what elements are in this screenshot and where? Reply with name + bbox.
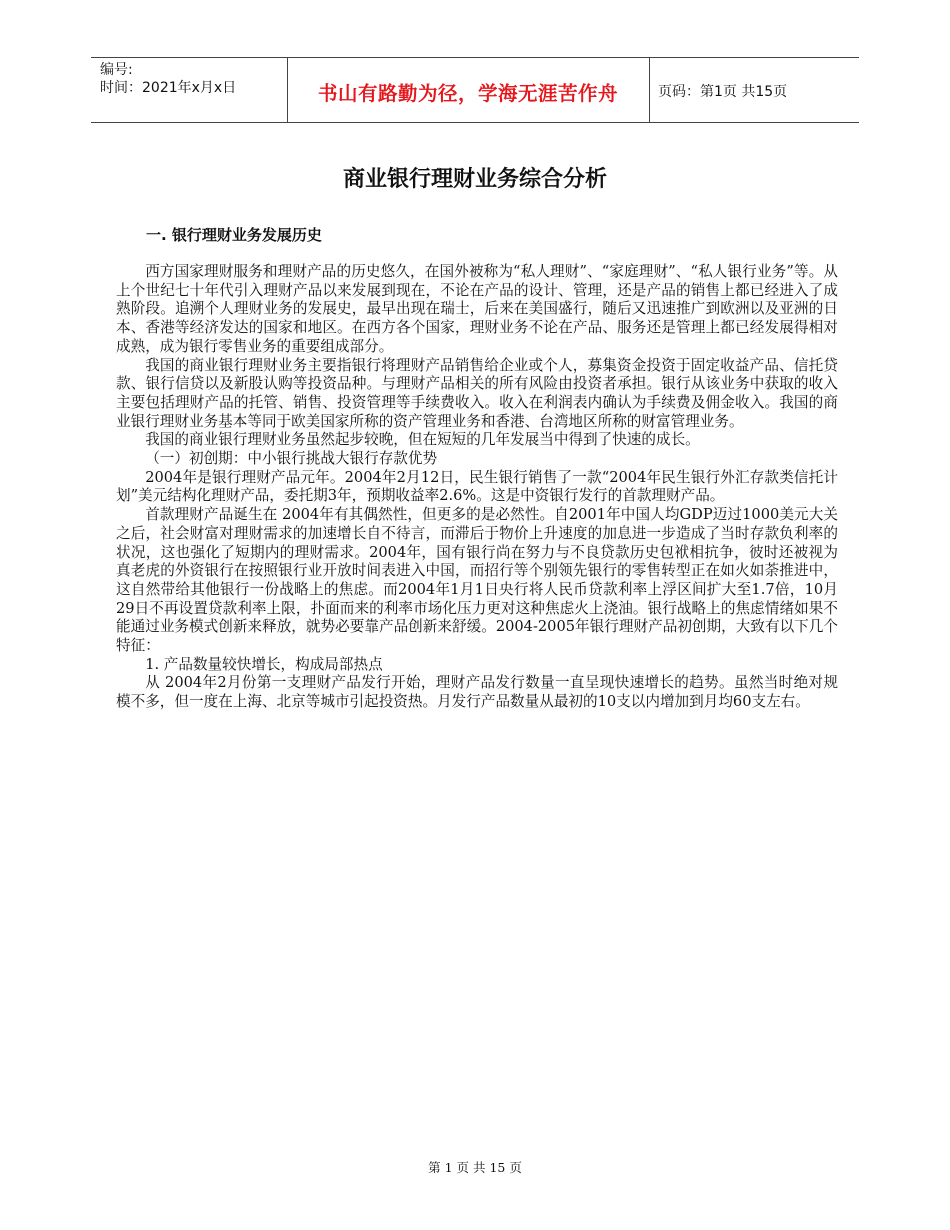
header-meta: [100, 61, 236, 97]
document-title: 商业银行理财业务综合分析: [342, 167, 607, 192]
body-paragraph: 2004年是银行理财产品元年。2004年2月12日，民生银行销售了一款“2004年民生银行外汇存款类信托计划”美元结构化理财产品，委托期3年，预期收益率2.6%。这是中资银行发行的首款理财产品。: [116, 468, 838, 505]
header-bottom-rule: [91, 122, 859, 123]
header-top-rule: [91, 57, 859, 58]
document-body: [116, 263, 838, 712]
header-page-indicator: 页码：第1页 共15页: [658, 84, 788, 100]
body-paragraph: 首款理财产品诞生在 2004年有其偶然性，但更多的是必然性。自2001年中国人均GDP迈过1000美元大关之后，社会财富对理财需求的加速增长自不待言，而滞后于物价上升速度的加息进一步造成了当时存款负利率的状况，这也强化了短期内的理财需求。2004年，国有银行尚在努力与不良贷款历史包袱相抗争，彼时还被视为真老虎的外资银行在按照银行业开放时间表进入中国，而招行等个别领先银行的零售转型正在如火如荼推进中，这自然带给其他银行一份战略上的焦虑。而2004年1月1日央行将人民币贷款利率上浮区间扩大至1.7倍，10月29日不再设置贷款利率上限，扑面而来的利率市场化压力更对这种焦虑火上浇油。银行战略上的焦虑情绪如果不能通过业务模式创新来释放，就势必要靠产品创新来舒缓。2004-2005年银行理财产品初创期，大致有以下几个特征：: [116, 506, 838, 655]
document-date-label: 时间：2021年x月x日: [100, 80, 237, 96]
section-heading: 一. 银行理财业务发展历史: [146, 226, 322, 244]
body-paragraph: 我国的商业银行理财业务虽然起步较晚，但在短短的几年发展当中得到了快速的成长。: [145, 431, 700, 449]
subsection-heading: （一）初创期：中小银行挑战大银行存款优势: [145, 450, 438, 468]
body-paragraph: 从 2004年2月份第一支理财产品发行开始，理财产品发行数量一直呈现快速增长的趋势。虽然当时绝对规模不多，但一度在上海、北京等城市引起投资热。月发行产品数量从最初的10支以内增加到月均60支左右。: [116, 674, 838, 711]
document-number-label: 编号:: [100, 62, 133, 78]
body-paragraph: 西方国家理财服务和理财产品的历史悠久，在国外被称为“私人理财”、“家庭理财”、“私人银行业务”等。从上个世纪七十年代引入理财产品以来发展到现在，不论在产品的设计、管理，还是产品的销售上都已经进入了成熟阶段。追溯个人理财业务的发展史，最早出现在瑞士，后来在美国盛行，随后又迅速推广到欧洲以及亚洲的日本、香港等经济发达的国家和地区。在西方各个国家，理财业务不论在产品、服务还是管理上都已经发展得相对成熟，成为银行零售业务的重要组成部分。: [116, 263, 838, 355]
header-divider-right: [649, 57, 650, 123]
header-motto: 书山有路勤为径，学海无涯苦作舟: [317, 82, 618, 105]
page-footer: 第 1 页 共 15 页: [428, 1160, 522, 1175]
list-item-heading: 1. 产品数量较快增长，构成局部热点: [145, 655, 383, 673]
body-paragraph: 我国的商业银行理财业务主要指银行将理财产品销售给企业或个人，募集资金投资于固定收益产品、信托贷款、银行信贷以及新股认购等投资品种。与理财产品相关的所有风险由投资者承担。银行从该业务中获取的收入主要包括理财产品的托管、销售、投资管理等手续费收入。收入在利润表内确认为手续费及佣金收入。我国的商业银行理财业务基本等同于欧美国家所称的资产管理业务和香港、台湾地区所称的财富管理业务。: [116, 356, 838, 430]
